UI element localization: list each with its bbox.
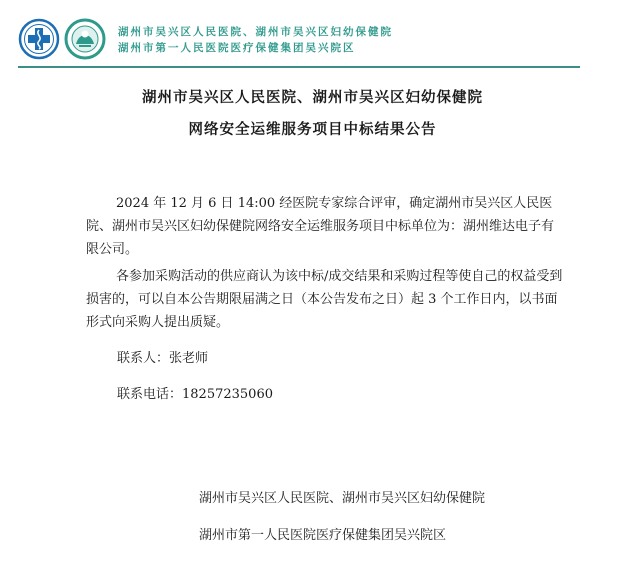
signature-line-1: 湖州市吴兴区人民医院、湖州市吴兴区妇幼保健院 [199,491,486,506]
title-line-1: 湖州市吴兴区人民医院、湖州市吴兴区妇幼保健院 [142,89,483,106]
letterhead-line-1: 湖州市吴兴区人民医院、湖州市吴兴区妇幼保健院 [118,26,393,38]
contact-phone: 联系电话：18257235060 [117,387,273,402]
letterhead-text [118,24,393,56]
signature-line-2: 湖州市第一人民医院医疗保健集团吴兴院区 [199,528,447,543]
maternal-child-health-logo-icon [64,18,106,60]
title-line-2: 网络安全运维服务项目中标结果公告 [188,121,437,138]
contact-person: 联系人：张老师 [117,351,209,366]
letterhead [18,18,583,66]
header-divider [18,66,580,68]
objection-paragraph: 各参加采购活动的供应商认为该中标/成交结果和采购过程等使自己的权益受到损害的，可以自本公告期限届满之日（本公告发布之日）起 3 个工作日内，以书面形式向采购人提出质疑。 [86,269,563,330]
hospital-logo-icon [18,18,60,60]
letterhead-line-2: 湖州市第一人民医院医疗保健集团吴兴院区 [118,42,356,54]
award-paragraph: 2024 年 12 月 6 日 14:00 经医院专家综合评审，确定湖州市吴兴区人民医院、湖州市吴兴区妇幼保健院网络安全运维服务项目中标单位为：湖州维达电子有限公司。 [86,196,555,257]
